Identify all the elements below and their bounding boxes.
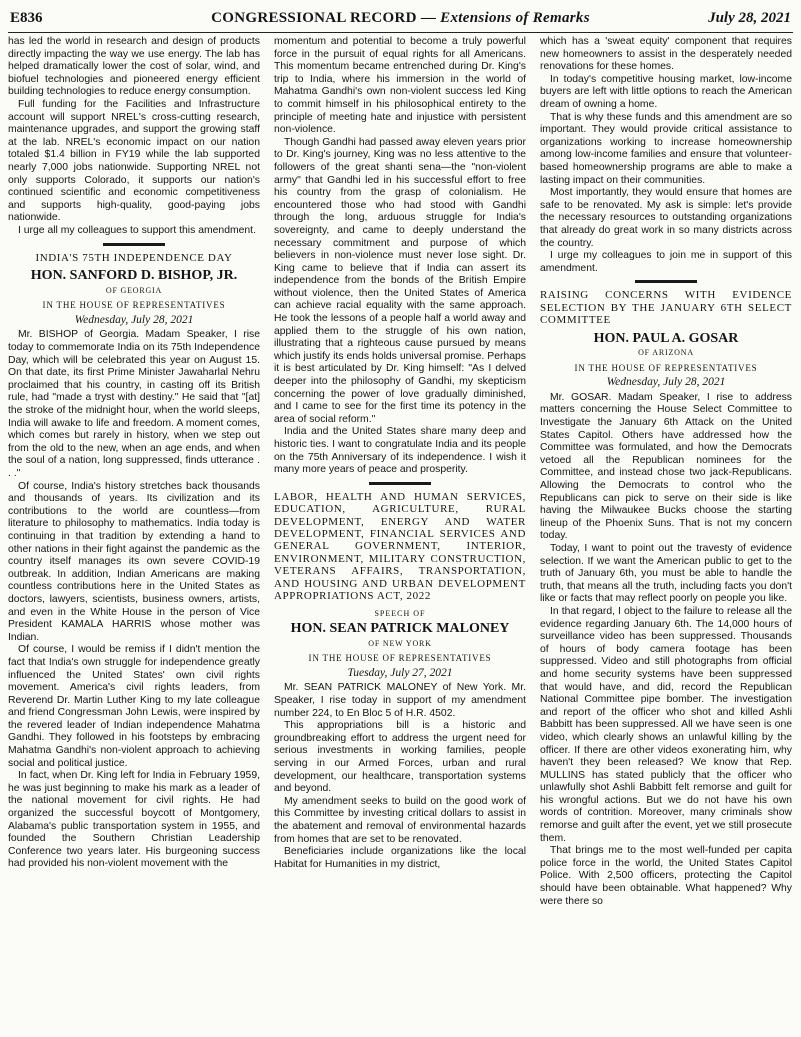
column-3: [540, 36, 792, 1032]
speaker-name: HON. SANFORD D. BISHOP, JR.: [30, 268, 238, 284]
paragraph: Though Gandhi had passed away eleven years prior to Dr. King's journey, King was no less attentive to the followers of the great shanti sena—the "non-violent army" that Gandhi led in his successful effort to free his country from the grasp of colonialism. He encountered those who had stood with Gandhi through the long, arduous struggle for India's sovereignty, and came to deeply understand the necessary commitment and purpose of which believers in non-violence must never lose sight. Dr. King came to believe that if India can assert its independence from the bonds of the British Empire without violence, then the United States of America can achieve racial equality with the same approach. He took the lessons of a people half a world away and applied them to the struggle of his own nation, illustrating that a righteous cause pursued by means which justify its ends holds universal promise. Perhaps it is best articulated by Dr. King himself: "As I delved deeper into the philosophy of Gandhi, my skepticism concerning the power of love gradually diminished, and I came to see for the first time its potency in the area of social reform.": [274, 136, 526, 425]
paragraph: Of course, India's history stretches back thousands and thousands of years. Its civilization and its contributions to the world are countless—from literature to philosophy to mathematics. India today is continuing in that tradition by extending a hand to other nations in their fight against the pandemic as the country itself manages its own severe COVID-19 outbreak. In addition, Indian Americans are making countless contributions here in the United States as doctors, lawyers, scientists, business owners, artists, and even in the White House in the person of Vice President KAMALA HARRIS whose mother was Indian.: [8, 480, 260, 643]
paragraph: In that regard, I object to the failure to release all the evidence regarding January 6th. The 14,000 hours of surveillance video has been suppressed. Thousands of hours of body camera footage has been suppressed. Video and still photographs from official and home security systems have been suppressed that would have, and did, record the Republican National Committee pipe bomber. The investigation and report of the officer who shot and killed Ashli Babbitt has been suppressed. All we have seen is one video, which clearly shows an unlawful killing by the officer. If there are other videos exonerating him, why haven't they been released? We know that Rep. MULLINS has stated publicly that the officer who unlawfully shot Ashli Babbitt felt remorse and guilt for his wrongful actions. But we do not have his own words of contrition. Moreover, many criminals show remorse and guilt after the event, yet we still prosecute them.: [540, 605, 792, 844]
paragraph: Beneficiaries include organizations like the local Habitat for Humanities in my district,: [274, 846, 526, 870]
section-title: RAISING CONCERNS WITH EVIDENCE SELECTION BY THE JANUARY 6TH SELECT COMMITTEE: [540, 289, 792, 327]
issue-date: July 28, 2021: [708, 10, 791, 26]
paragraph: Mr. BISHOP of Georgia. Madam Speaker, I rise today to commemorate India on its 75th Independence Day, which will be celebrated this year on August 15. On that date, its first Prime Minister Jawaharlal Nehru proclaimed that his country, in casting off its British rule, had "made a tryst with destiny." He said that "[at] the stroke of the midnight hour, when the world sleeps, India will awake to life and freedom. A moment comes, which comes but rarely in history, when we step out from the old to the new, when an age ends, and when the soul of a nation, long suppressed, finds utterance . . .": [8, 329, 260, 479]
paragraph: Most importantly, they would ensure that homes are safe to be renovated. My ask is simple: let's provide the necessary resources to outstanding organizations that already do great work in so many districts across the country.: [540, 187, 792, 249]
paragraph: Mr. GOSAR. Madam Speaker, I rise to address matters concerning the House Select Committee to Investigate the January 6th Attack on the United States Capitol. Others have addressed how the Committee was formulated, and how the Democrats vetoed all the Republican nominees for the Committee, and instead chose two jack-Republicans. Allowing the Democrats to control who the Republicans can pick to serve on their side is like having the Milwaukee Bucks choose the starting lineup of the Phoenix Suns. That is not my concern today.: [540, 391, 792, 542]
page-number: E836: [10, 10, 43, 26]
paragraph: Today, I want to point out the travesty of evidence selection. If we want the American public to get to the truth of January 6th, you must be able to handle the truth, that means all the truth, including facts you don't like or facts that may reflect poorly on people you like.: [540, 543, 792, 605]
speech-date: Tuesday, July 27, 2021: [347, 666, 453, 679]
speaker-state: OF ARIZONA: [638, 348, 694, 358]
page-header: [8, 10, 793, 33]
paragraph: momentum and potential to become a truly powerful force in the pursuit of equal rights for all Americans. This momentum became entrenched during Dr. King's trip to India, where his immersion in the world of Mahatma Gandhi's own non-violent success led King to commit himself in his philosophical entirety to the principle of meeting hate and injustice with persistent non-violence.: [274, 36, 526, 136]
speaker-name: HON. PAUL A. GOSAR: [593, 330, 739, 346]
paragraph: has led the world in research and design of products directly impacting the way we use energy. The lab has helped dramatically lower the cost of solar, wind, and biofuel technologies and pioneered energy efficient building technologies to reduce energy consumption.: [8, 36, 260, 98]
section-title: INDIA'S 75TH INDEPENDENCE DAY: [35, 251, 233, 264]
speaker-state: OF NEW YORK: [368, 638, 432, 648]
paragraph: Full funding for the Facilities and Infrastructure account will support NREL's cross-cutting research, maintenance upgrades, and support the growing staff at the lab. NREL's economic impact on our nation totaled $1.4 billion in FY19 while the lab supported nearly 7,000 jobs nationwide. Supporting NREL not only supports Colorado, it supports our nation's continued scientific and economic competitiveness and supports high-quality, good-paying jobs nationwide.: [8, 98, 260, 224]
paragraph: which has a 'sweat equity' component that requires new homeowners to assist in the desperately needed renovations for these homes.: [540, 36, 792, 73]
journal-title: CONGRESSIONAL RECORD — Extensions of Remarks: [211, 10, 590, 26]
chamber-line: IN THE HOUSE OF REPRESENTATIVES: [42, 300, 226, 311]
speech-date: Wednesday, July 28, 2021: [606, 376, 726, 389]
paragraph: In fact, when Dr. King left for India in February 1959, he was just beginning to make his mark as a leader of the national movement for civil rights. He had organized the successful boycott of Montgomery, Alabama's public transportation system in 1955, and founded the Southern Christian Leadership Conference two years later. His burgeoning success had provided his non-violent movement with the: [8, 770, 260, 870]
column-2: [274, 36, 526, 1032]
paragraph: Of course, I would be remiss if I didn't mention the fact that India's own struggle for independence greatly influenced the United States' own civil rights movement. America's civil rights leaders, from Reverend Dr. Martin Luther King to my late colleague and friend Congressman John Lewis, were inspired by the revered leader of Indian independence Mahatma Gandhi. They followed in his footsteps by embracing Mahatma Gandhi's non-violent approach to achieving social and political justice.: [8, 644, 260, 769]
paragraph: Mr. SEAN PATRICK MALONEY of New York. Mr. Speaker, I rise today in support of my amendment number 224, to En Bloc 5 of H.R. 4502.: [274, 682, 526, 719]
section-rule: [103, 243, 165, 246]
speaker-name: HON. SEAN PATRICK MALONEY: [290, 621, 510, 637]
section-rule: [369, 482, 431, 485]
paragraph: My amendment seeks to build on the good work of this Committee by investing critical dollars to assist in the abatement and removal of environmental hazards from homes that are set to be renovated.: [274, 795, 526, 845]
paragraph: In today's competitive housing market, low-income buyers are left with little options to reach the American dream of owning a home.: [540, 73, 792, 110]
speech-date: Wednesday, July 28, 2021: [74, 313, 194, 326]
section-rule: [635, 280, 697, 283]
paragraph: I urge all my colleagues to support this amendment.: [18, 224, 256, 236]
chamber-line: IN THE HOUSE OF REPRESENTATIVES: [308, 653, 492, 664]
paragraph: That brings me to the most well-funded per capita police force in the world, the United States Capitol Police. With 2,500 officers, protecting the Capitol should have been obtainable. What happened? Why were there so: [540, 845, 792, 907]
paragraph: I urge my colleagues to join me in support of this amendment.: [540, 250, 792, 274]
paragraph: That is why these funds and this amendment are so important. They would provide critical assistance to organizations working to increase homeownership among low-income families and ensure that volunteer-based homeownership programs are able to make a lasting impact on their communities.: [540, 111, 792, 186]
paragraph: India and the United States share many deep and historic ties. I want to congratulate India and its people on the 75th Anniversary of its independence. I wish it many more years of peace and prosperity.: [274, 426, 526, 476]
section-name: Extensions of Remarks: [440, 10, 590, 26]
paragraph: This appropriations bill is a historic and groundbreaking effort to address the urgent need for serious investments in working families, people serving in our Armed Forces, urban and rural development, our healthcare, transportation systems and beyond.: [274, 720, 526, 795]
journal-name: CONGRESSIONAL RECORD: [211, 10, 417, 26]
column-1: [8, 36, 260, 1032]
section-title: LABOR, HEALTH AND HUMAN SERVICES, EDUCATION, AGRICULTURE, RURAL DEVELOPMENT, ENERGY AND WATER DEVELOPMENT, FINANCIAL SERVICES AND GENERAL GOVERNMENT, INTERIOR, ENVIRONMENT, MILITARY CONSTRUCTION, VETERANS AFFAIRS, TRANSPORTATION, AND HOUSING AND URBAN DEVELOPMENT APPROPRIATIONS ACT, 2022: [274, 490, 526, 603]
speech-of-label: SPEECH OF: [374, 609, 426, 619]
chamber-line: IN THE HOUSE OF REPRESENTATIVES: [574, 362, 758, 373]
speaker-state: OF GEORGIA: [105, 285, 163, 295]
